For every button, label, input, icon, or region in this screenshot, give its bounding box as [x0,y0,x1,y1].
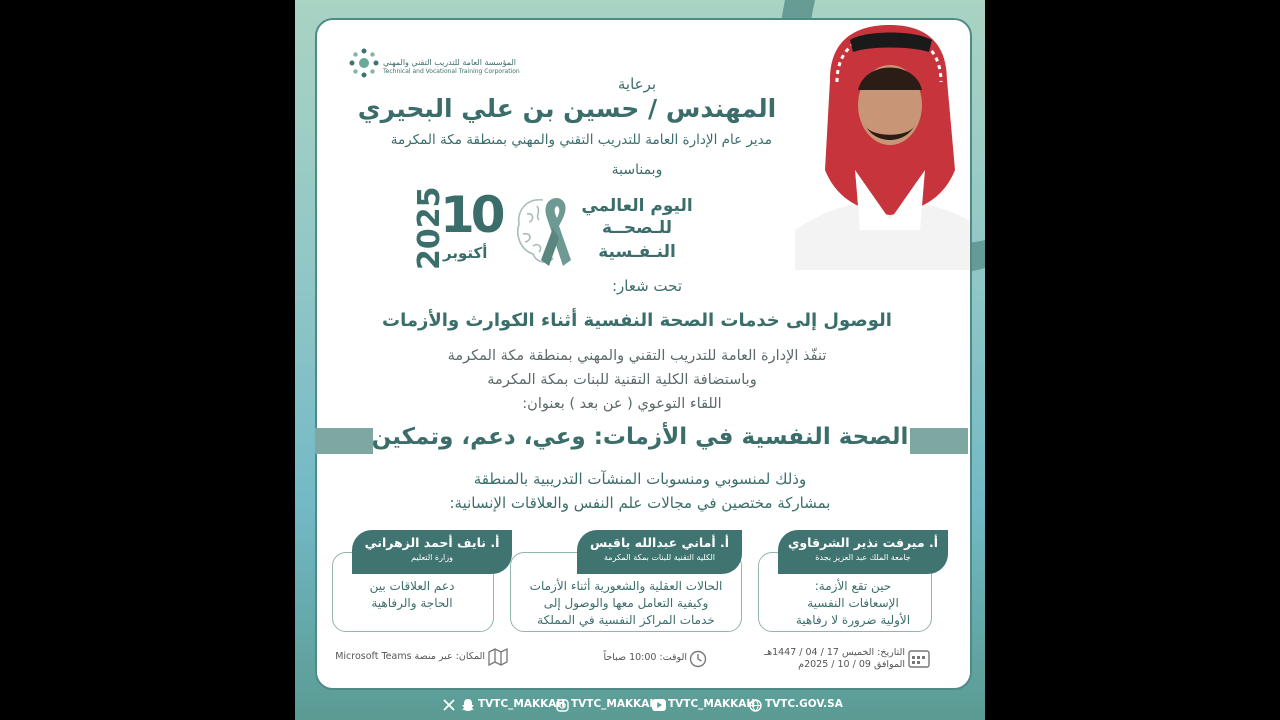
event-title: الصحة النفسية في الأزمات: وعي، دعم، وتمكين [371,424,909,450]
speaker-topic [518,578,734,629]
speaker-topic [766,578,940,629]
patron-name: المهندس / حسين بن علي البحيري [357,94,777,123]
instagram-handle[interactable]: TVTC_MAKKAH [571,698,659,710]
speaker-org: وزارة التعليم [411,553,453,562]
event-line1: اليوم العالمي [581,196,693,216]
speaker-topic-line: الحالات العقلية والشعورية أثناء الأزمات [529,579,723,593]
event-day: 10 [440,186,502,244]
speaker-card-3 [332,530,512,635]
snapchat-icon[interactable] [461,698,475,712]
event-poster [295,0,985,720]
event-place: المكان: عبر منصة Microsoft Teams [335,651,485,662]
calendar-icon [908,648,930,668]
clock-icon [689,650,707,668]
event-year: 2025 [412,186,447,270]
ribbon-icon [537,194,577,274]
event-line2: للـصحــة [601,218,673,238]
patron-title: مدير عام الإدارة العامة للتدريب التقني والمهني بمنطقة مكة المكرمة [390,132,772,148]
speaker-topic-line: وكيفية التعامل معها والوصول إلى [543,596,709,610]
speaker-name: أ. ميرفت نذير الشرقاوي [787,535,939,550]
organizer-line1: تنفّذ الإدارة العامة للتدريب التقني والمهني بمنطقة مكة المكرمة [447,348,827,364]
speaker-name: أ. نايف أحمد الزهراني [364,535,500,550]
map-icon [488,648,508,666]
slogan-label: تحت شعار: [611,277,682,295]
occasion-label: وبمناسبة [611,162,663,178]
event-date-gregorian: الموافق 09 / 10 / 2025م [798,659,905,670]
organizer-line3: اللقاء التوعوي ( عن بعد ) بعنوان: [522,396,722,412]
patron-portrait [795,20,972,270]
speaker-org: جامعة الملك عبد العزيز بجدة [815,553,911,562]
speaker-topic [340,578,484,612]
event-date-hijri: التاريخ: الخميس 17 / 04 / 1447هـ [764,647,905,658]
speaker-name-tab [352,530,512,574]
slogan-text: الوصول إلى خدمات الصحة النفسية أثناء الكوارث والأزمات [382,310,892,331]
speaker-topic-line: حين تقع الأزمة: [814,579,892,593]
speaker-card-2 [510,530,742,635]
speaker-name: أ. أماني عبدالله باقيس [589,535,729,550]
website-link[interactable]: TVTC.GOV.SA [765,698,843,710]
event-line3: النـفـسية [598,242,676,262]
logo-english-text: Technical and Vocational Training Corporation [383,68,520,75]
speaker-name-tab [778,530,948,574]
speaker-name-tab [577,530,742,574]
event-time: الوقت: 10:00 صباحاً [603,652,687,663]
speaker-topic-line: الأولية ضرورة لا رفاهية [795,613,911,627]
speaker-topic-line: دعم العلاقات بين [369,579,455,593]
tvtc-logo [347,46,520,86]
organizer-line2: وباستضافة الكلية التقنية للبنات بمكة المكرمة [487,372,757,388]
speaker-topic-line: خدمات المراكز النفسية في المملكة [537,613,715,627]
tvtc-logo-icon [347,46,381,80]
speaker-topic-line: الحاجة والرفاهية [371,596,453,610]
event-month: أكتوبر [443,244,488,262]
patron-label: برعاية [617,75,657,93]
snapchat-handle[interactable]: TVTC_MAKKAH [478,698,566,710]
x-icon[interactable] [443,699,455,711]
youtube-handle[interactable]: TVTC_MAKKAH [668,698,756,710]
logo-arabic-text: المؤسسة العامة للتدريب التقني والمهني [383,58,517,67]
speaker-org: الكلية التقنية للبنات بمكة المكرمة [604,553,715,562]
audience-line2: بمشاركة مختصين في مجالات علم النفس والعلاقات الإنسانية: [449,494,831,512]
speaker-card-1 [758,530,948,635]
audience-line1: وذلك لمنسوبي ومنسوبات المنشآت التدريبية بالمنطقة [473,470,807,488]
speaker-topic-line: الإسعافات النفسية [807,596,899,610]
